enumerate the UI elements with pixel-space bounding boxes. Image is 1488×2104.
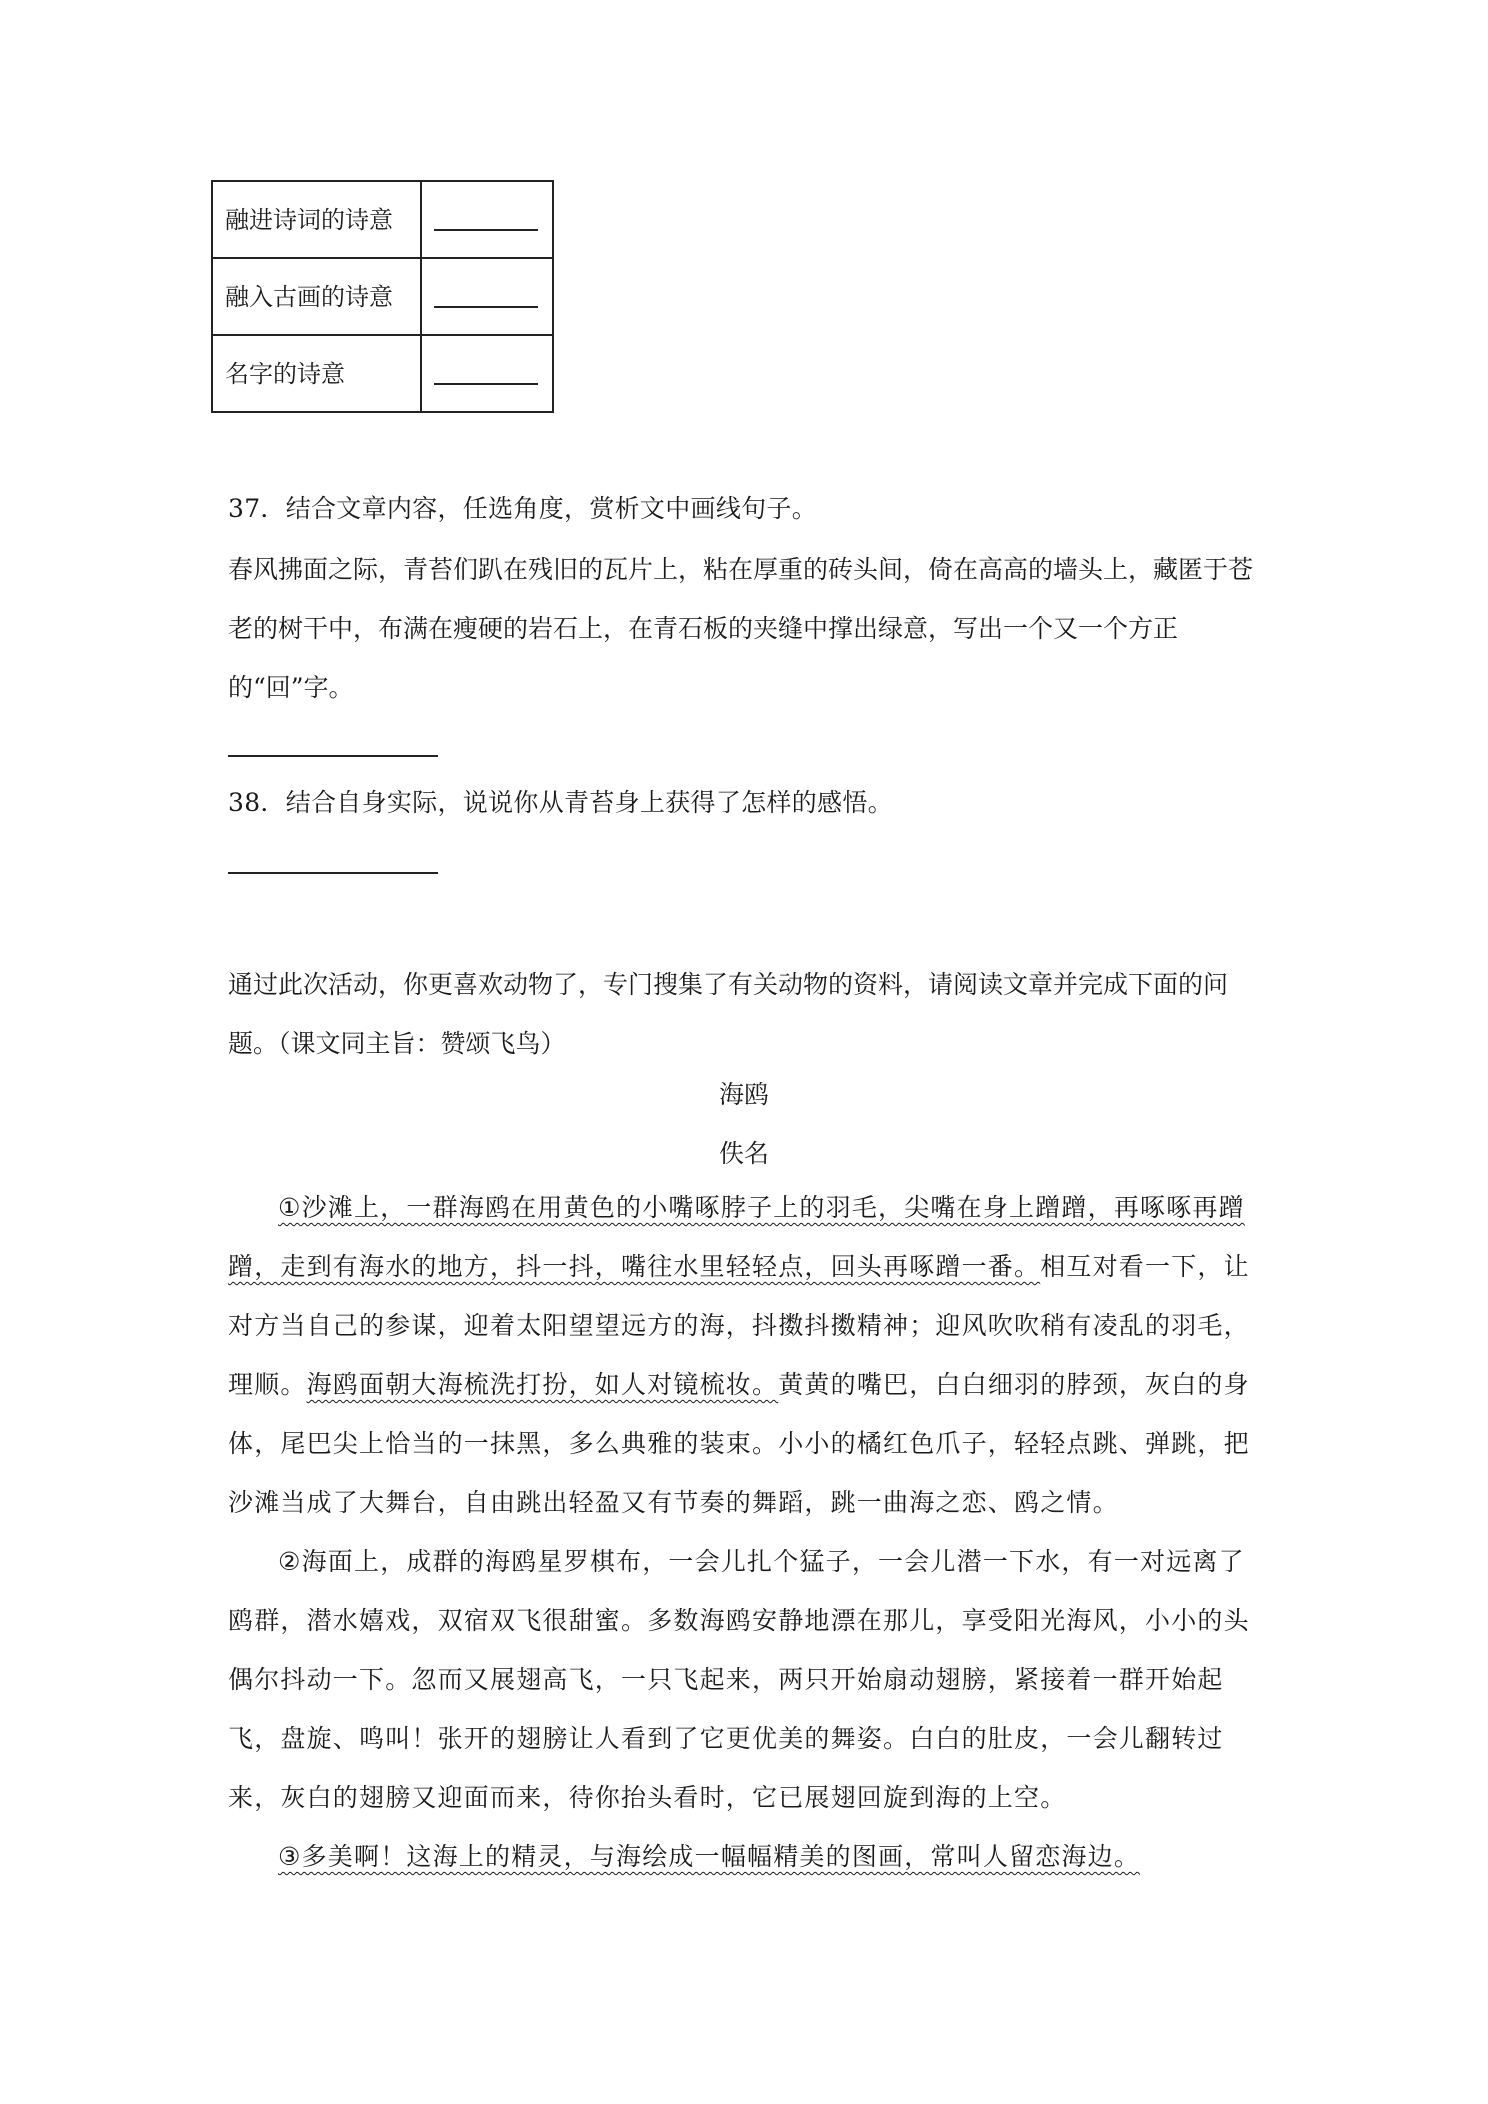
table-row-label: 融进诗词的诗意 <box>212 181 421 258</box>
question-37: 37．结合文章内容，任选角度，赏析文中画线句子。 <box>228 494 818 523</box>
answer-blank[interactable] <box>434 383 538 385</box>
table-answer-cell[interactable] <box>421 335 553 412</box>
underlined-sentence: ③多美啊！这海上的精灵，与海绘成一幅幅精美的图画，常叫人留恋海边。 <box>278 1842 1141 1871</box>
table-answer-cell[interactable] <box>421 258 553 335</box>
table-row <box>212 258 553 335</box>
question-37-passage: 春风拂面之际，青苔们趴在残旧的瓦片上，粘在厚重的砖头间，倚在高高的墙头上，藏匿于苍老的树干中，布满在瘦硬的岩石上，在青石板的夹缝中撑出绿意，写出一个又一个方正的“回”字。 <box>228 555 1254 702</box>
poetry-table <box>211 180 554 413</box>
article-body <box>228 1178 1268 1886</box>
table-row-label: 融入古画的诗意 <box>212 258 421 335</box>
table-row <box>212 181 553 258</box>
table-row-label: 名字的诗意 <box>212 335 421 412</box>
table-answer-cell[interactable] <box>421 181 553 258</box>
answer-blank[interactable] <box>434 306 538 308</box>
article-paragraph-2: ②海面上，成群的海鸥星罗棋布，一会儿扎个猛子，一会儿潜一下水，有一对远离了鸥群，潜水嬉戏，双宿双飞很甜蜜。多数海鸥安静地漂在那儿，享受阳光海风，小小的头偶尔抖动一下。忽而又展翅高飞，一只飞起来，两只开始扇动翅膀，紧接着一群开始起飞，盘旋、鸣叫！张开的翅膀让人看到了它更优美的舞姿。白白的肚皮，一会儿翻转过来，灰白的翅膀又迎面而来，待你抬头看时，它已展翅回旋到海的上空。 <box>228 1547 1250 1812</box>
answer-blank[interactable] <box>434 229 538 231</box>
article-author: 佚名 <box>718 1139 769 1168</box>
table-row <box>212 335 553 412</box>
reading-intro: 通过此次活动，你更喜欢动物了，专门搜集了有关动物的资料，请阅读文章并完成下面的问题。（课文同主旨：赞颂飞鸟） <box>228 970 1229 1058</box>
paragraph-text: 黄黄的嘴巴，白白细羽的脖颈，灰白的身体，尾巴尖上恰当的一抹黑，多么典雅的装束。小小的橘红色爪子，轻轻点跳、弹跳，把沙滩当成了大舞台，自由跳出轻盈又有节奏的舞蹈，跳一曲海之恋、鸥之情。 <box>228 1370 1250 1517</box>
question-38: 38．结合自身实际，说说你从青苔身上获得了怎样的感悟。 <box>228 788 893 817</box>
paragraph-text: 相互对看一下，让对方当自己的参谋，迎着太阳望望远方的海，抖擞抖擞精神；迎风吹吹稍有凌乱的羽毛，理顺。 <box>228 1252 1250 1399</box>
article-title: 海鸥 <box>718 1080 769 1109</box>
underlined-sentence: 海鸥面朝大海梳洗打扮，如人对镜梳妆。 <box>306 1370 779 1399</box>
question-38-answer-line[interactable] <box>228 872 438 874</box>
article-paragraph-1 <box>228 1178 1268 1532</box>
underlined-sentence: ①沙滩上，一群海鸥在用黄色的小嘴啄脖子上的羽毛，尖嘴在身上蹭蹭，再啄啄再蹭蹭，走到有海水的地方，抖一抖，嘴往水里轻轻点，回头再啄蹭一番。 <box>228 1193 1245 1281</box>
question-37-answer-line[interactable] <box>228 755 438 757</box>
article-paragraph-3 <box>228 1827 1268 1886</box>
